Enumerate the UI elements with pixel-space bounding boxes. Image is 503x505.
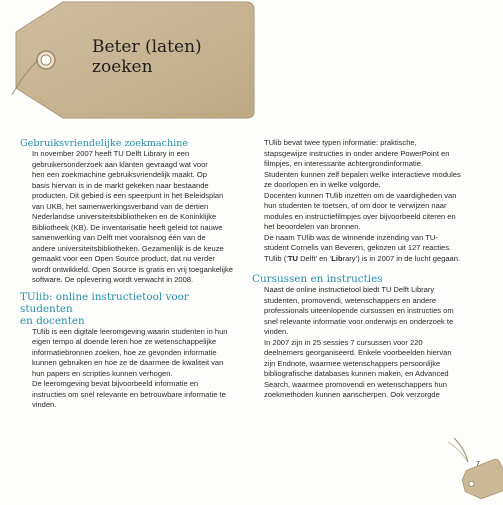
section-body-tulib	[20, 327, 242, 411]
small-tag-shape	[446, 436, 503, 500]
text-line: het beoordelen van bronnen.	[264, 222, 361, 231]
tulib-name-line	[252, 254, 476, 265]
text-line: producten. Dit gebied is een speerpunt in het Beleidsplan	[32, 191, 224, 200]
text-line: student Cornelis van Beveren, gekozen uit 127 reacties.	[264, 243, 452, 252]
text-line: vinden.	[32, 400, 57, 409]
text-line: ze doorlopen en in welke volgorde.	[264, 180, 381, 189]
text-line: TUlib bevat twee typen informatie: praktische,	[264, 138, 417, 147]
text-line: hun studenten te toetsen, of om door te verwijzen naar	[264, 201, 447, 210]
text-line: kunnen gebruiken en hoe ze de daarmee de kwaliteit van	[32, 358, 224, 367]
text-line: professionals uiteenlopende cursussen en instructies om	[264, 306, 454, 315]
bold-span: Lib	[331, 253, 343, 263]
text-line: In 2007 zijn in 25 sessies 7 cursussen voor 220	[264, 337, 423, 347]
section-heading-cursussen: Cursussen en instructies	[252, 273, 383, 285]
page-number-tag-graphic	[446, 436, 503, 500]
section-heading-tulib-line-1: TUlib: online instructietool voor studenten	[20, 290, 189, 315]
text-line: andere universiteitsbibliotheken. Gezamenlijk is de keuze	[32, 243, 224, 253]
text-line: De naam TUlib was de winnende inzending van TU-	[264, 232, 438, 242]
text-line: deelnemers georganiseerd. Enkele voorbeelden hiervan	[264, 348, 452, 357]
text-line: informatiebronnen zoeken, hoe ze gevonden informatie	[32, 347, 217, 357]
text-line: hen een zoekmachine gebruiksvriendelijk maakt. Op	[32, 170, 207, 179]
text-line: bibliografische databases kunnen maken, en Advanced	[264, 369, 449, 378]
text-span: Delft’ en ‘	[297, 253, 332, 263]
tag-title-line-2: zoeken	[92, 57, 153, 77]
left-column	[20, 138, 242, 411]
section-body-zoekmachine	[20, 149, 242, 286]
text-line: modules en instructiefilmpjes over bijvoorbeeld citeren en	[264, 211, 456, 221]
text-line: Docenten kunnen TUlib inzetten om de vaardigheden van	[264, 190, 457, 200]
text-line: hun papers en scripties kunnen verhogen.	[32, 368, 173, 378]
page-number: 7	[476, 461, 480, 468]
tag-title-line-1: Beter (laten)	[92, 37, 202, 57]
right-column	[252, 138, 476, 401]
section-heading-tulib-line-2: en docenten	[20, 314, 85, 327]
text-line: Studenten kunnen zelf bepalen welke interactieve modules	[264, 169, 461, 179]
text-span: TUlib (‘	[264, 253, 288, 263]
section-heading-zoekmachine: Gebruiksvriendelijke zoekmachine	[20, 138, 189, 149]
section-body-cursussen	[252, 285, 476, 401]
text-line: eigen tempo al doende leren hoe ze wetenschappelijke	[32, 337, 217, 346]
text-line: wordt ontwikkeld. Open Source is gratis en vrij toegankelijke	[32, 264, 233, 274]
tag-title	[92, 37, 242, 77]
text-line: Bibliotheek (KB). De inventarisatie heeft geleid tot nauwe	[32, 222, 223, 232]
text-line: gemaakt voor een Open Source product, dat nu verder	[32, 254, 215, 263]
tulib-continued-body	[252, 138, 476, 264]
text-line: van UKB, het samenwerkingsverband van de dertien	[32, 201, 209, 211]
text-line: software. De oplevering wordt verwacht in 2008.	[32, 275, 194, 284]
text-line: zoekmethoden kunnen aanscherpen. Ook verzorgde	[264, 390, 440, 399]
text-line: Search, waarmee promovendi en wetenschappers hun	[264, 379, 447, 389]
text-line: De leeromgeving bevat bijvoorbeeld informatie en	[32, 379, 199, 388]
text-line: vinden.	[264, 327, 289, 336]
bold-span: TU	[287, 253, 298, 263]
text-line: basis hiervan is in de markt gekeken naar bestaande	[32, 180, 209, 190]
section-heading-tulib	[20, 291, 242, 327]
text-line: studenten, promovendi, wetenschappers en andere	[264, 295, 437, 305]
text-line: Naast de online instructietool biedt TU Delft Library	[264, 285, 435, 294]
text-line: instructies om snel relevante en betrouwbare informatie te	[32, 389, 226, 399]
text-line: snel relevante informatie voor onderwijs en onderzoek te	[264, 316, 454, 326]
text-line: samenwerking van Delft met vooralsnog één van de	[32, 233, 206, 242]
text-line: Nederlandse universiteitsbibliotheken en de Koninklijke	[32, 212, 217, 221]
text-line: zijn Endnote, waarmee wetenschappers persoonlijke	[264, 358, 441, 368]
text-line: TUlib is een digitale leeromgeving waarin studenten in hun	[32, 326, 228, 336]
text-line: stapsgewijze instructies in onder andere PowerPoint en	[264, 148, 450, 158]
text-line: In november 2007 heeft TU Delft Library in een	[32, 149, 190, 158]
paper-tag-graphic	[8, 0, 258, 120]
text-line: gebruikersonderzoek aan klanten gevraagd wat voor	[32, 159, 208, 169]
text-span: rary’) is in 2007 in de lucht gegaan.	[342, 253, 461, 263]
text-line: filmpjes, en interessante achtergrondinformatie.	[264, 159, 423, 168]
